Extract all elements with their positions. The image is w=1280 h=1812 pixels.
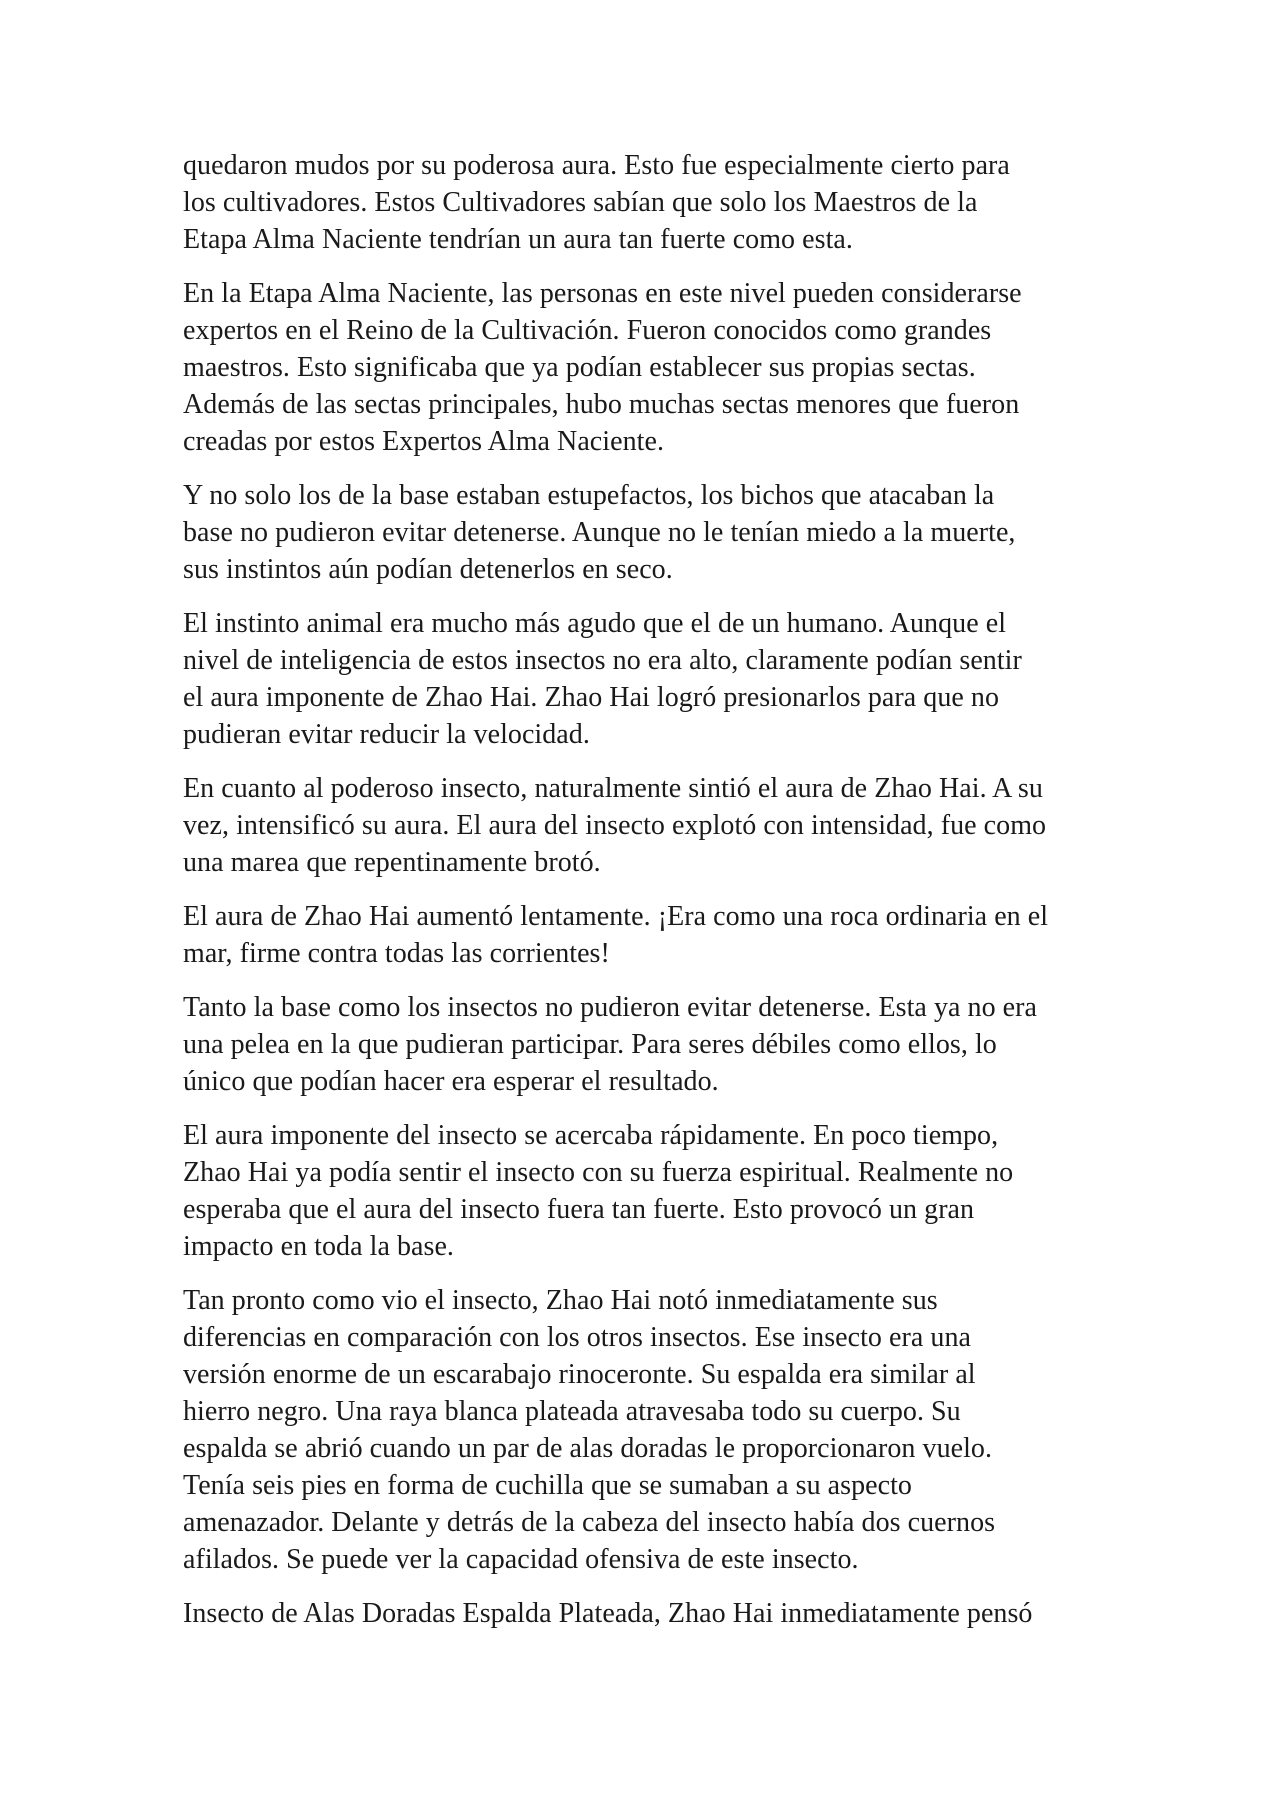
text-line: versión enorme de un escarabajo rinoceronte. Su espalda era similar al [183, 1359, 976, 1390]
text-line: El aura de Zhao Hai aumentó lentamente. ¡Era como una roca ordinaria en el [183, 901, 1049, 932]
text-line: diferencias en comparación con los otros insectos. Ese insecto era una [183, 1322, 971, 1353]
text-line: amenazador. Delante y detrás de la cabeza del insecto había dos cuernos [183, 1507, 996, 1538]
text-line: una marea que repentinamente brotó. [183, 847, 601, 878]
paragraph-1 [183, 147, 1108, 258]
text-line: quedaron mudos por su poderosa aura. Esto fue especialmente cierto para [183, 150, 1010, 181]
paragraph-9 [183, 1282, 1108, 1578]
text-line: En la Etapa Alma Naciente, las personas en este nivel pueden considerarse [183, 278, 1022, 309]
paragraph-5 [183, 770, 1108, 881]
paragraph-4 [183, 605, 1108, 753]
text-line: hierro negro. Una raya blanca plateada atravesaba todo su cuerpo. Su [183, 1396, 961, 1427]
text-line: expertos en el Reino de la Cultivación. Fueron conocidos como grandes [183, 315, 992, 346]
text-line: Tenía seis pies en forma de cuchilla que se sumaban a su aspecto [183, 1470, 912, 1501]
text-line: Insecto de Alas Doradas Espalda Plateada, Zhao Hai inmediatamente pensó [183, 1598, 1033, 1629]
text-line: creadas por estos Expertos Alma Naciente. [183, 426, 664, 457]
paragraph-2 [183, 275, 1108, 460]
text-line: espalda se abrió cuando un par de alas doradas le proporcionaron vuelo. [183, 1433, 993, 1464]
text-line: el aura imponente de Zhao Hai. Zhao Hai logró presionarlos para que no [183, 682, 999, 713]
text-line: maestros. Esto significaba que ya podían establecer sus propias sectas. [183, 352, 976, 383]
paragraph-10 [183, 1595, 1108, 1632]
text-line: impacto en toda la base. [183, 1231, 454, 1262]
paragraph-6 [183, 898, 1108, 972]
text-line: El aura imponente del insecto se acercaba rápidamente. En poco tiempo, [183, 1120, 999, 1151]
text-line: único que podían hacer era esperar el resultado. [183, 1066, 719, 1097]
text-line: En cuanto al poderoso insecto, naturalmente sintió el aura de Zhao Hai. A su [183, 773, 1043, 804]
text-line: Tan pronto como vio el insecto, Zhao Hai notó inmediatamente sus [183, 1285, 938, 1316]
text-line: nivel de inteligencia de estos insectos no era alto, claramente podían sentir [183, 645, 1022, 676]
text-line: una pelea en la que pudieran participar. Para seres débiles como ellos, lo [183, 1029, 997, 1060]
paragraph-8 [183, 1117, 1108, 1265]
text-line: Zhao Hai ya podía sentir el insecto con su fuerza espiritual. Realmente no [183, 1157, 1014, 1188]
text-line: sus instintos aún podían detenerlos en seco. [183, 554, 673, 585]
text-line: esperaba que el aura del insecto fuera tan fuerte. Esto provocó un gran [183, 1194, 975, 1225]
text-line: Tanto la base como los insectos no pudieron evitar detenerse. Esta ya no era [183, 992, 1037, 1023]
paragraph-3 [183, 477, 1108, 588]
text-line: base no pudieron evitar detenerse. Aunque no le tenían miedo a la muerte, [183, 517, 1016, 548]
text-line: los cultivadores. Estos Cultivadores sabían que solo los Maestros de la [183, 187, 978, 218]
text-line: pudieran evitar reducir la velocidad. [183, 719, 590, 750]
text-line: Además de las sectas principales, hubo muchas sectas menores que fueron [183, 389, 1020, 420]
document-page [183, 147, 1108, 1649]
text-line: El instinto animal era mucho más agudo que el de un humano. Aunque el [183, 608, 1007, 639]
paragraph-7 [183, 989, 1108, 1100]
text-line: vez, intensificó su aura. El aura del insecto explotó con intensidad, fue como [183, 810, 1047, 841]
text-line: mar, firme contra todas las corrientes! [183, 938, 610, 969]
text-line: Etapa Alma Naciente tendrían un aura tan fuerte como esta. [183, 224, 853, 255]
text-line: Y no solo los de la base estaban estupefactos, los bichos que atacaban la [183, 480, 995, 511]
text-line: afilados. Se puede ver la capacidad ofensiva de este insecto. [183, 1544, 859, 1575]
